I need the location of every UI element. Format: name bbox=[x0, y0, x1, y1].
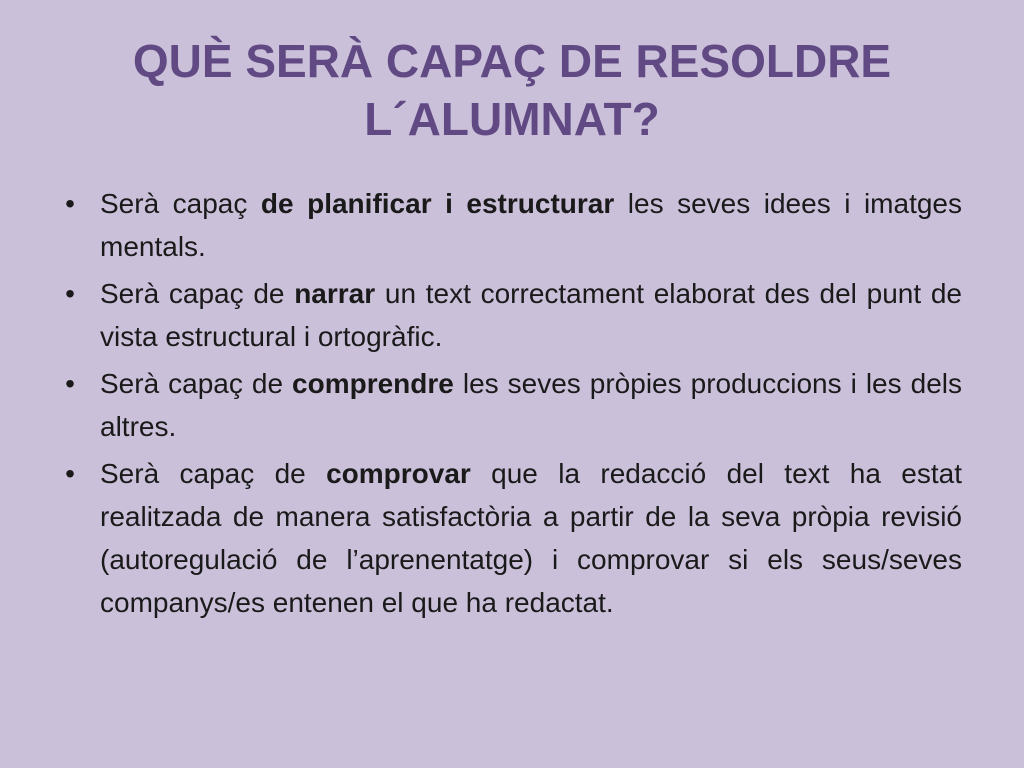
title-line-2: L´ALUMNAT? bbox=[364, 93, 660, 145]
bullet-dot-icon: • bbox=[65, 368, 75, 399]
bullet-text-before: Serà capaç bbox=[100, 188, 261, 219]
bullet-text-bold: narrar bbox=[294, 278, 376, 309]
bullet-text-after: les seves pròpies produccions i les dels altres. bbox=[100, 368, 962, 442]
bullet-list bbox=[58, 182, 962, 628]
bullet-text-before: Serà capaç de bbox=[100, 278, 295, 309]
bullet-text-bold: de planificar i estructurar bbox=[260, 188, 615, 219]
bullet-dot-icon: • bbox=[65, 188, 75, 219]
bullet-text-bold: comprendre bbox=[292, 368, 454, 399]
bullet-text-after: que la redacció del text ha estat realitzada de manera satisfactòria a partir de la seva pròpia revisió (autoregulació de l’aprenentatge) i comprovar si els seus/seves companys/es entenen el que ha redactat. bbox=[100, 458, 962, 618]
bullet-text-bold: comprovar bbox=[326, 458, 471, 489]
bullet-text-after: les seves idees i imatges mentals. bbox=[100, 188, 962, 262]
bullet-item-narrar bbox=[58, 272, 962, 358]
bullet-dot-icon: • bbox=[65, 278, 75, 309]
title-line-1: QUÈ SERÀ CAPAÇ DE RESOLDRE bbox=[132, 35, 892, 87]
slide-title bbox=[60, 32, 964, 148]
bullet-text-after: un text correctament elaborat des del punt de vista estructural i ortogràfic. bbox=[100, 278, 962, 352]
bullet-text-before: Serà capaç de bbox=[100, 458, 327, 489]
bullet-item-planificar bbox=[58, 182, 962, 268]
bullet-item-comprovar bbox=[58, 452, 962, 624]
bullet-item-comprendre bbox=[58, 362, 962, 448]
bullet-text-before: Serà capaç de bbox=[100, 368, 293, 399]
bullet-dot-icon: • bbox=[65, 458, 75, 489]
